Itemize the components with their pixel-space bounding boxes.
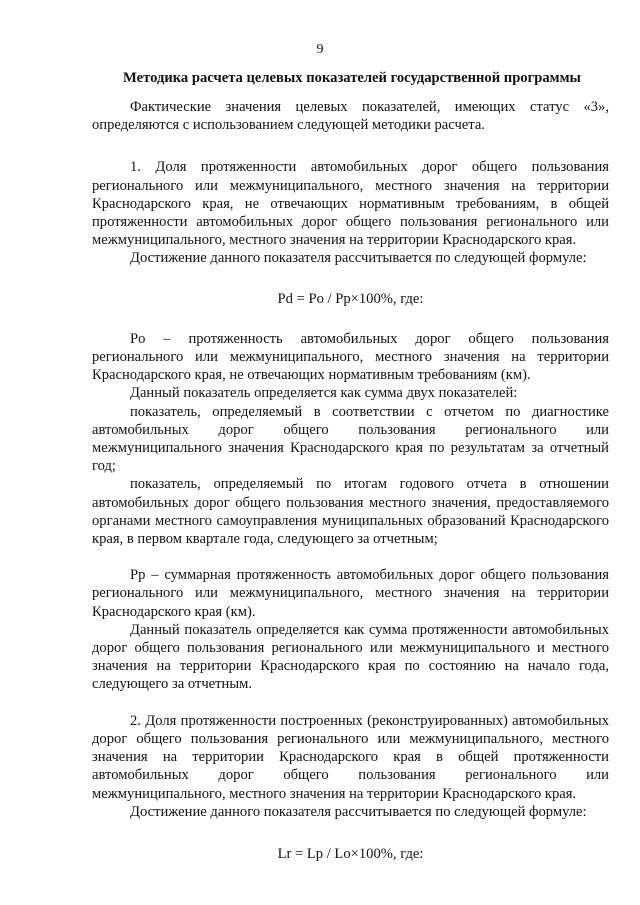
paragraph-indicator-b: показатель, определяемый по итогам годового отчета в отношении автомобильных дорог общего пользования местного значения, предоставляемого органами местного самоуправления муниципальных образований Краснодарского края, в первом квартале года, следующего за отчетным;	[92, 476, 609, 548]
paragraph-indicator-a: показатель, определяемый в соответствии с отчетом по диагностике автомобильных дорог общего пользования регионального или межмуниципального значения Краснодарского края по результатам за отчетный год;	[92, 403, 609, 475]
document-title: Методика расчета целевых показателей государственной программы	[123, 70, 581, 86]
paragraph-item-2: 2. Доля протяженности построенных (реконструированных) автомобильных дорог общего пользования регионального или межмуниципального, местного значения на территории Краснодарского края в общей протяженности автомобильных дорог общего пользования регионального или межмуниципального, местного значения на территории Краснодарского края.	[92, 712, 609, 802]
paragraph-item-1: 1. Доля протяженности автомобильных дорог общего пользования регионального или межмуниципального, местного значения на территории Краснодарского края, не отвечающих нормативным требованиям, в общей протяженности автомобильных дорог общего пользования регионального или межмуниципального, местного значения на территории Краснодарского края.	[92, 159, 609, 249]
formula-2: Lr = Lp / Lo×100%, где:	[277, 845, 424, 862]
formula-1: Pd = Po / Pp×100%, где:	[277, 290, 424, 307]
paragraph-sum-definition: Данный показатель определяется как сумма двух показателей:	[130, 385, 518, 402]
paragraph-pp-calculation: Данный показатель определяется как сумма протяженности автомобильных дорог общего пользования регионального или межмуниципального и местного значения на территории Краснодарского края по состоянию на начало года, следующего за отчетным.	[92, 621, 609, 693]
page-number: 9	[316, 42, 324, 57]
paragraph-pp-definition: Pp – суммарная протяженность автомобильных дорог общего пользования регионального или межмуниципального, местного значения на территории Краснодарского края (км).	[92, 567, 609, 620]
paragraph-intro: Фактические значения целевых показателей, имеющих статус «3», определяются с использованием следующей методики расчета.	[92, 99, 609, 134]
document-body	[92, 98, 609, 863]
paragraph-achievement-1: Достижение данного показателя рассчитывается по следующей формуле:	[130, 250, 587, 267]
paragraph-po-definition: Po – протяженность автомобильных дорог общего пользования регионального или межмуниципального, местного значения на территории Краснодарского края, не отвечающих нормативным требованиям (км).	[92, 330, 609, 384]
paragraph-achievement-2: Достижение данного показателя рассчитывается по следующей формуле:	[130, 803, 587, 820]
